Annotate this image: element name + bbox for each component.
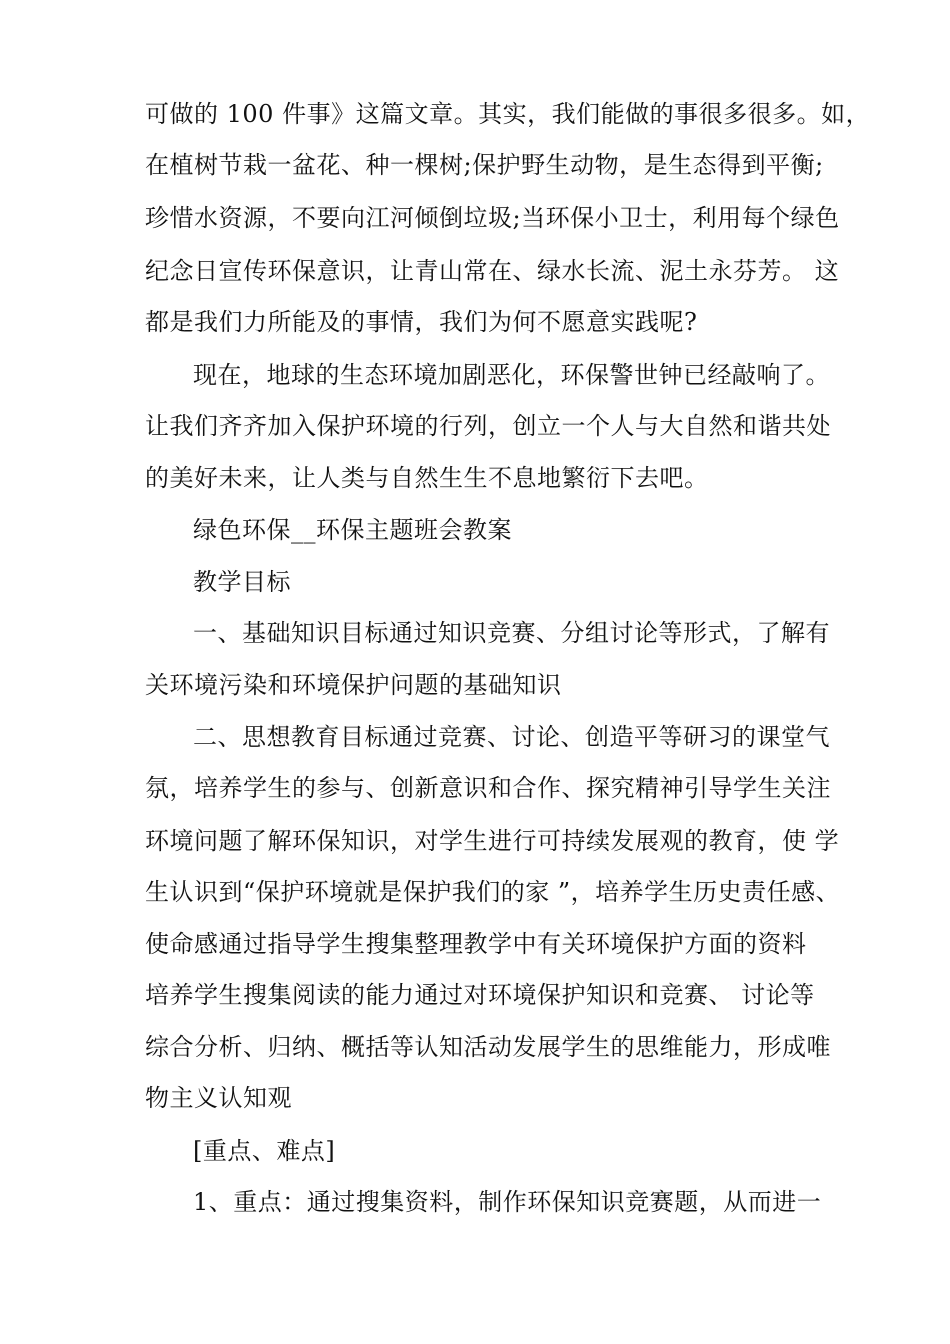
text-line: 都是我们力所能及的事情，我们为何不愿意实践呢? xyxy=(145,308,698,336)
text-line: 的美好未来，让人类与自然生生不息地繁衍下去吧。 xyxy=(145,464,709,492)
section-heading: [重点、难点] xyxy=(193,1137,336,1165)
text-line: 培养学生搜集阅读的能力通过对环境保护知识和竞赛、 讨论等 xyxy=(145,981,815,1009)
text-line: 纪念日宣传环保意识，让青山常在、绿水长流、泥土永芬芳。 这 xyxy=(145,257,840,285)
paragraph-start-line: 一、基础知识目标通过知识竞赛、分组讨论等形式，了解有 xyxy=(193,619,830,647)
text-line: 在植树节栽一盆花、种一棵树;保护野生动物，是生态得到平衡; xyxy=(145,151,824,179)
text-line: 综合分析、归纳、概括等认知活动发展学生的思维能力，形成唯 xyxy=(145,1033,831,1061)
text-line: 使命感通过指导学生搜集整理教学中有关环境保护方面的资料 xyxy=(145,930,807,958)
text-line: 环境问题了解环保知识，对学生进行可持续发展观的教育，使 学 xyxy=(145,827,840,855)
section-heading: 教学目标 xyxy=(193,568,291,596)
paragraph-start-line: 1、重点：通过搜集资料，制作环保知识竞赛题，从而进一 xyxy=(193,1188,822,1216)
text-line: 关环境污染和环境保护问题的基础知识 xyxy=(145,671,562,699)
section-title: 绿色环保__环保主题班会教案 xyxy=(193,516,512,544)
paragraph-start-line: 现在，地球的生态环境加剧恶化，环保警世钟已经敲响了。 xyxy=(193,361,830,389)
paragraph-start-line: 二、思想教育目标通过竞赛、讨论、创造平等研习的课堂气 xyxy=(193,723,830,751)
text-line: 氛，培养学生的参与、创新意识和合作、探究精神引导学生关注 xyxy=(145,774,831,802)
text-line: 珍惜水资源，不要向江河倾倒垃圾;当环保小卫士，利用每个绿色 xyxy=(145,204,840,232)
text-line: 可做的 100 件事》这篇文章。其实，我们能做的事很多很多。如， xyxy=(145,100,871,128)
text-line: 物主义认知观 xyxy=(145,1084,292,1112)
text-line: 让我们齐齐加入保护环境的行列，创立一个人与大自然和谐共处 xyxy=(145,412,831,440)
text-line: 生认识到“保护环境就是保护我们的家 ”，培养学生历史责任感、 xyxy=(145,878,841,906)
